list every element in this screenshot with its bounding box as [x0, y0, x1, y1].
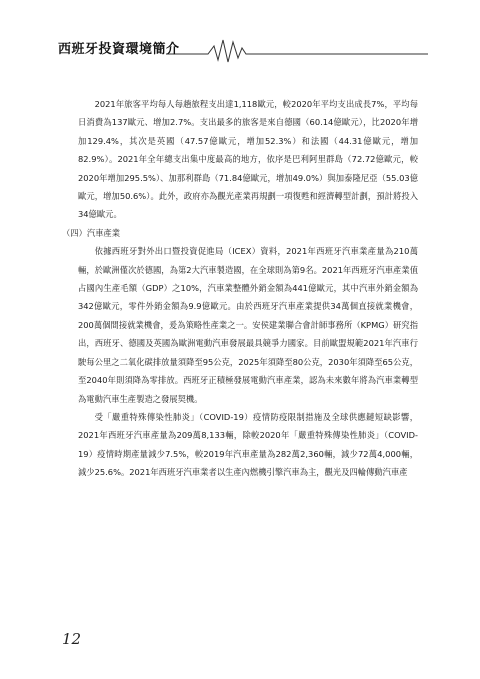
- paragraph-covid-impact: 受「嚴重特殊傳染性肺炎」（COVID-19）疫情防疫限制措施及全球供應鏈短缺影響，2021年西班牙汽車產量為209萬8,133輛，除較2020年「嚴重特殊傳染性肺炎」（COVID-19）疫情時期產量減少7.5%，較2019年汽車產量為282萬2,360輛，減少72萬4,000輛，減少25.6%。2021年西班牙汽車業者以生產內燃機引擎汽車為主，觀光及四輪傳動汽車產: [78, 411, 418, 478]
- page-header: [58, 34, 428, 64]
- document-body: [62, 95, 418, 482]
- paragraph-automotive-industry: 依據西班牙對外出口暨投資促進局（ICEX）資料，2021年西班牙汽車業產量為210萬輛，於歐洲僅次於德國，為第2大汽車製造國，在全球則為第9名。2021年西班牙汽車產業值占國內生產毛額（GDP）之10%，汽車業整體外銷金額為441億歐元，其中汽車外銷金額為342億歐元，零件外銷金額為9.9億歐元。由於西班牙汽車產業提供34萬個直接就業機會，200萬個間接就業機會，爰為策略性產業之一。安侯建業聯合會計師事務所（KPMG）研究指出，西班牙、德國及英國為歐洲電動汽車發展最具競爭力國家。目前歐盟規範2021年汽車行駛每公里之二氧化碳排放量須降至95公克，2025年須降至80公克，2030年須降至65公克，至2040年則須降為零排放。西班牙正積極發展電動汽車產業，認為未來數年將為汽車業轉型為電動汽車生產製造之發展契機。: [78, 246, 418, 404]
- paragraph-tourism-spending: 2021年旅客平均每人每趟旅程支出達1,118歐元，較2020年平均支出成長7%，平均每日消費為137歐元、增加2.7%。支出最多的旅客是來自德國（60.14億歐元），比2020年增加129.4%，其次是英國（47.57億歐元，增加52.3%）和法國（44.31億歐元，增加82.9%）。2021年全年總支出集中度最高的地方，依序是巴利阿里群島（72.72億歐元，較2020年增加295.5%）、加那利群島（71.84億歐元，增加49.0%）與加泰隆尼亞（55.03億歐元，增加50.6%）。此外，政府亦為觀光產業再規劃一項復甦和經濟轉型計劃，預計將投入34億歐元。: [78, 99, 418, 220]
- section-title-automotive: （四）汽車產業: [62, 227, 121, 238]
- page-number: 12: [62, 630, 82, 648]
- header-title: 西班牙投資環境簡介: [58, 42, 180, 57]
